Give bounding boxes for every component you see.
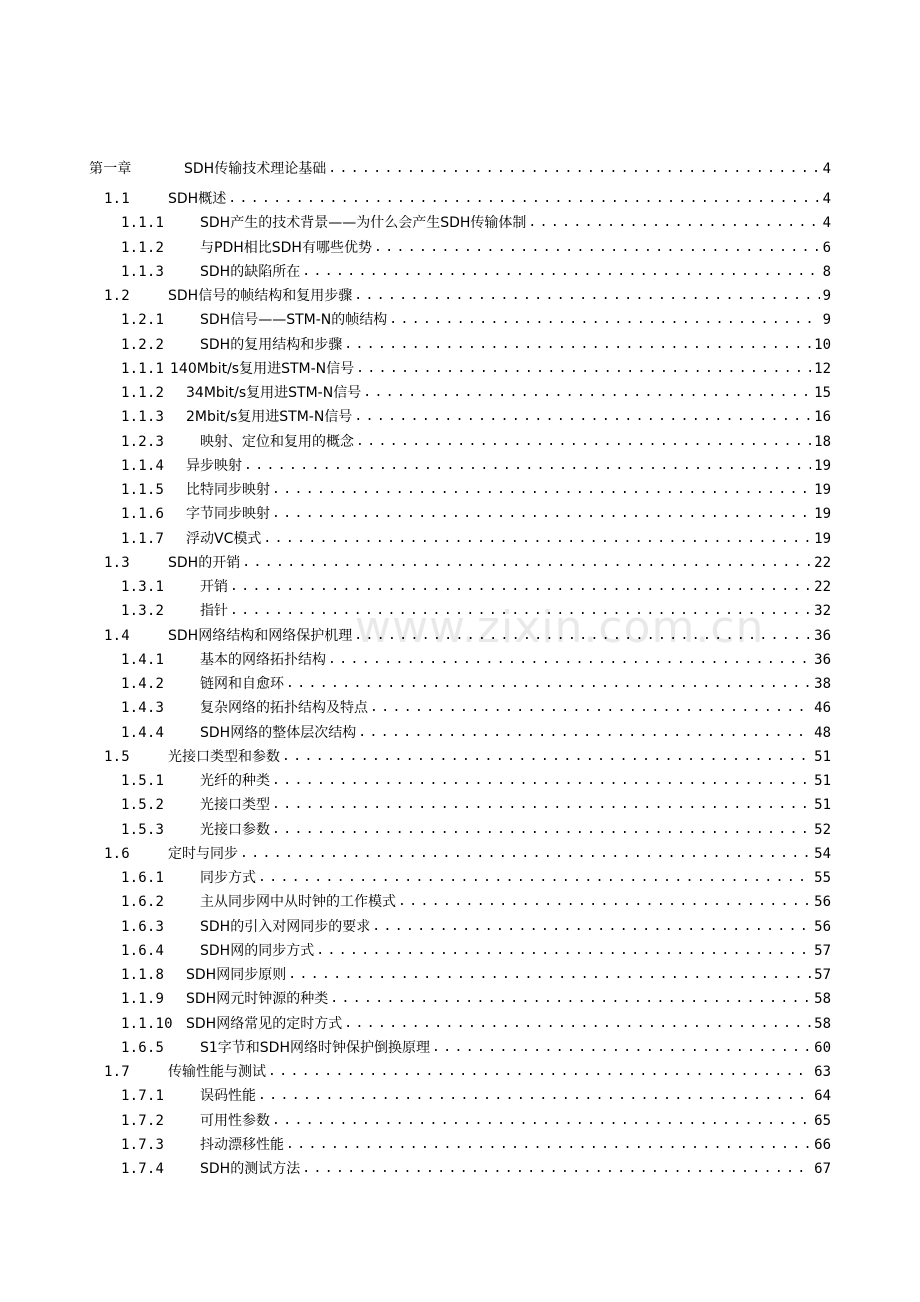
toc-number: 1.5 [104,748,130,765]
toc-number: 1.1.3 [121,263,165,280]
toc-page-number: 16 [814,409,831,426]
toc-dot-leader [354,405,811,429]
toc-title: SDH网络常见的定时方式 [186,1015,343,1032]
toc-page-number: 48 [814,724,831,741]
toc-number: 1.7 [104,1064,130,1080]
toc-title: 光接口类型和参数 [168,748,280,765]
toc-number: 1.7.3 [121,1136,165,1153]
toc-dot-leader [344,1012,811,1036]
toc-number: 1.1.3 [121,409,165,426]
toc-title: 传输性能与测试 [168,1064,266,1080]
toc-number: 1.1.8 [121,967,165,983]
toc-page-number: 18 [814,433,831,450]
toc-title: 2Mbit/s复用进STM-N信号 [186,409,353,426]
toc-row[interactable] [0,915,920,939]
toc-page-number: 56 [814,894,831,911]
toc-dot-leader [302,260,819,284]
toc-number: 1.1.7 [121,530,165,547]
toc-entry [200,890,831,914]
toc-row[interactable] [0,963,920,987]
toc-dot-leader [263,527,811,551]
toc-dot-leader [330,987,811,1011]
toc-row[interactable] [0,157,920,187]
toc-row[interactable] [0,1109,920,1133]
toc-title: 映射、定位和复用的概念 [200,433,354,450]
toc-dot-leader [286,672,811,696]
toc-page-number: 56 [814,918,831,935]
toc-page-number: 9 [822,312,831,329]
toc-entry [168,842,831,866]
toc-number: 1.5.1 [121,773,165,789]
toc-dot-leader [356,357,811,381]
toc-number: 1.1.5 [121,482,165,498]
toc-number: 1.1.9 [121,991,165,1008]
toc-row[interactable] [0,551,920,575]
toc-page-number: 65 [814,1112,831,1129]
toc-dot-leader [288,963,811,987]
toc-dot-leader [370,696,811,720]
toc-number: 1.7.4 [121,1161,165,1177]
toc-dot-leader [354,284,819,308]
watermark: www.zixin.com.cn [355,602,765,653]
toc-title: 可用性参数 [200,1112,270,1129]
toc-dot-leader [272,478,811,502]
toc-entry [168,1060,831,1084]
toc-number: 1.2.1 [121,312,165,329]
toc-page-number: 19 [814,506,831,523]
toc-number: 1.7.2 [121,1112,165,1129]
toc-page-number: 4 [822,215,831,232]
toc-number: 1.3.2 [121,603,165,620]
toc-entry [186,1012,831,1036]
toc-row[interactable] [0,575,920,599]
toc-row[interactable] [0,478,920,502]
toc-page-number: 58 [814,1015,831,1032]
table-of-contents [0,157,920,1181]
toc-number: 1.2.3 [121,433,165,450]
toc-row[interactable] [0,308,920,332]
toc-entry [200,696,831,720]
toc-dot-leader [240,842,811,866]
toc-row[interactable] [0,502,920,526]
toc-entry [168,624,831,648]
toc-entry [200,1109,831,1133]
toc-number: 1.1.1 [121,215,165,232]
toc-row[interactable] [0,818,920,842]
toc-title: 指针 [200,603,228,620]
toc-title: 误码性能 [200,1088,256,1105]
toc-row[interactable] [0,624,920,648]
toc-row[interactable] [0,745,920,769]
toc-dot-leader [354,624,811,648]
toc-page-number: 8 [822,263,831,280]
toc-entry [200,260,831,284]
toc-number: 1.4.3 [121,700,165,717]
toc-number: 1.1 [104,191,130,207]
toc-dot-leader [242,551,811,575]
toc-dot-leader [272,769,811,793]
toc-row[interactable] [0,987,920,1011]
toc-dot-leader [316,939,811,963]
toc-entry [200,1133,831,1157]
toc-page-number: 57 [814,942,831,959]
toc-row[interactable] [0,1084,920,1108]
toc-title: SDH的复用结构和步骤 [200,336,343,353]
toc-page-number: 51 [814,773,831,789]
toc-dot-leader [363,381,811,405]
toc-row[interactable] [0,769,920,793]
toc-title: SDH的引入对网同步的要求 [200,918,371,935]
toc-number: 第一章 [89,161,132,177]
toc-title: SDH网的同步方式 [200,942,315,959]
toc-title: 140Mbit/s复用进STM-N信号 [170,360,355,377]
toc-entry [200,575,831,599]
toc-row[interactable] [0,1012,920,1036]
toc-number: 1.7.1 [121,1088,165,1105]
toc-dot-leader [328,157,819,181]
toc-dot-leader [230,575,811,599]
toc-page-number: 63 [814,1064,831,1080]
toc-number: 1.1.1 [121,360,165,377]
toc-entry [200,672,831,696]
toc-entry [200,769,831,793]
toc-page-number: 10 [814,336,831,353]
toc-page-number: 57 [814,967,831,983]
toc-page-number: 19 [814,482,831,498]
toc-entry [186,527,831,551]
toc-page-number: 52 [814,821,831,838]
toc-entry [200,333,831,357]
toc-entry [186,478,831,502]
toc-dot-leader [344,333,811,357]
toc-entry [200,236,831,260]
toc-row[interactable] [0,187,920,211]
toc-title: 复杂网络的拓扑结构及特点 [200,700,368,717]
toc-title: 链网和自愈环 [200,676,284,692]
toc-title: SDH产生的技术背景——为什么会产生SDH传输体制 [200,215,527,232]
toc-number: 1.3 [104,554,130,571]
toc-dot-leader [358,721,811,745]
toc-row[interactable] [0,1060,920,1084]
toc-title: SDH网同步原则 [186,967,287,983]
toc-title: 开销 [200,579,228,595]
toc-page-number: 22 [814,554,831,571]
toc-number: 1.4.1 [121,651,165,668]
toc-number: 1.4.2 [121,676,165,692]
toc-title: 34Mbit/s复用进STM-N信号 [186,385,362,401]
toc-dot-leader [258,1084,811,1108]
toc-row[interactable] [0,527,920,551]
toc-title: 抖动漂移性能 [200,1136,284,1153]
toc-title: SDH的测试方法 [200,1161,301,1177]
toc-page-number: 60 [814,1039,831,1056]
toc-entry [184,157,831,181]
toc-row[interactable] [0,599,920,623]
toc-dot-leader [528,211,819,235]
toc-row[interactable] [0,648,920,672]
toc-dot-leader [374,236,820,260]
toc-dot-leader [230,599,811,623]
toc-title: 基本的网络拓扑结构 [200,651,326,668]
toc-dot-leader [398,890,811,914]
toc-entry [200,866,831,890]
toc-row[interactable] [0,890,920,914]
toc-title: S1字节和SDH网络时钟保护倒换原理 [200,1039,430,1056]
toc-number: 1.2 [104,288,130,304]
toc-title: 浮动VC模式 [186,530,262,547]
toc-page-number: 6 [822,239,831,256]
toc-page-number: 54 [814,845,831,862]
toc-title: 字节同步映射 [186,506,270,523]
toc-title: SDH网元时钟源的种类 [186,991,329,1008]
toc-dot-leader [389,308,819,332]
toc-entry [200,308,831,332]
toc-dot-leader [228,187,819,211]
toc-page-number: 9 [822,288,831,304]
toc-number: 1.6.5 [121,1039,165,1056]
toc-dot-leader [272,793,811,817]
toc-row[interactable] [0,211,920,235]
toc-title: SDH概述 [168,191,227,207]
toc-page-number: 36 [814,651,831,668]
toc-dot-leader [244,454,811,478]
toc-dot-leader [432,1036,811,1060]
toc-entry [186,454,831,478]
toc-entry [200,721,831,745]
toc-number: 1.1.4 [121,457,165,474]
toc-dot-leader [356,430,811,454]
toc-title: 比特同步映射 [186,482,270,498]
toc-row[interactable] [0,236,920,260]
toc-dot-leader [272,818,811,842]
toc-title: SDH信号——STM-N的帧结构 [200,312,388,329]
toc-title: 光接口类型 [200,797,270,814]
toc-row[interactable] [0,1036,920,1060]
toc-row[interactable] [0,381,920,405]
toc-row[interactable] [0,260,920,284]
toc-entry [200,1036,831,1060]
toc-row[interactable] [0,357,920,381]
toc-page-number: 58 [814,991,831,1008]
toc-number: 1.6.4 [121,942,165,959]
toc-entry [200,1084,831,1108]
toc-entry [200,648,831,672]
toc-entry [200,915,831,939]
toc-number: 1.1.2 [121,239,165,256]
toc-entry [186,987,831,1011]
toc-entry [168,187,831,211]
toc-entry [200,430,831,454]
toc-dot-leader [272,502,811,526]
toc-title: SDH传输技术理论基础 [184,161,327,177]
toc-dot-leader [268,1060,811,1084]
toc-entry [186,502,831,526]
toc-page-number: 51 [814,797,831,814]
toc-entry [186,405,831,429]
toc-row[interactable] [0,721,920,745]
toc-number: 1.1.10 [121,1015,173,1032]
toc-page-number: 19 [814,457,831,474]
toc-row[interactable] [0,1157,920,1181]
toc-title: 定时与同步 [168,845,238,862]
toc-number: 1.5.3 [121,821,165,838]
toc-row[interactable] [0,696,920,720]
toc-entry [200,599,831,623]
toc-row[interactable] [0,672,920,696]
toc-title: 光纤的种类 [200,773,270,789]
toc-row[interactable] [0,842,920,866]
toc-title: 同步方式 [200,870,256,886]
toc-dot-leader [258,866,811,890]
toc-dot-leader [286,1133,811,1157]
toc-page-number: 22 [814,579,831,595]
toc-number: 1.2.2 [121,336,165,353]
toc-row[interactable] [0,284,920,308]
toc-number: 1.4.4 [121,724,165,741]
toc-page-number: 36 [814,627,831,644]
toc-entry [200,211,831,235]
toc-page-number: 46 [814,700,831,717]
toc-number: 1.1.2 [121,385,165,401]
toc-page-number: 15 [814,385,831,401]
toc-row[interactable] [0,430,920,454]
toc-row[interactable] [0,333,920,357]
toc-entry [168,284,831,308]
toc-dot-leader [272,1109,811,1133]
toc-number: 1.6.2 [121,894,165,911]
toc-dot-leader [372,915,811,939]
toc-title: SDH的开销 [168,554,241,571]
toc-number: 1.6.1 [121,870,165,886]
toc-title: SDH网络的整体层次结构 [200,724,357,741]
toc-number: 1.4 [104,627,130,644]
toc-title: SDH信号的帧结构和复用步骤 [168,288,353,304]
toc-entry [186,963,831,987]
toc-page-number: 4 [822,161,831,177]
toc-number: 1.1.6 [121,506,165,523]
toc-row[interactable] [0,939,920,963]
toc-page-number: 12 [814,360,831,377]
toc-row[interactable] [0,405,920,429]
toc-page-number: 51 [814,748,831,765]
toc-title: 光接口参数 [200,821,270,838]
toc-dot-leader [302,1157,811,1181]
toc-row[interactable] [0,866,920,890]
toc-title: 与PDH相比SDH有哪些优势 [200,239,372,256]
toc-row[interactable] [0,1133,920,1157]
toc-title: SDH的缺陷所在 [200,263,301,280]
toc-row[interactable] [0,454,920,478]
toc-page-number: 4 [822,191,831,207]
toc-page-number: 67 [814,1161,831,1177]
toc-number: 1.3.1 [121,579,165,595]
toc-number: 1.5.2 [121,797,165,814]
toc-page-number: 19 [814,530,831,547]
toc-page-number: 66 [814,1136,831,1153]
toc-page-number: 64 [814,1088,831,1105]
toc-entry [170,357,831,381]
toc-page-number: 32 [814,603,831,620]
toc-entry [186,381,831,405]
toc-page-number: 55 [814,870,831,886]
toc-number: 1.6.3 [121,918,165,935]
toc-entry [200,939,831,963]
toc-dot-leader [328,648,811,672]
toc-entry [200,1157,831,1181]
toc-page-number: 38 [814,676,831,692]
toc-number: 1.6 [104,845,130,862]
toc-title: SDH网络结构和网络保护机理 [168,627,353,644]
toc-title: 异步映射 [186,457,242,474]
toc-entry [200,818,831,842]
toc-entry [168,745,831,769]
toc-dot-leader [282,745,811,769]
toc-entry [200,793,831,817]
toc-entry [168,551,831,575]
toc-title: 主从同步网中从时钟的工作模式 [200,894,396,911]
toc-row[interactable] [0,793,920,817]
